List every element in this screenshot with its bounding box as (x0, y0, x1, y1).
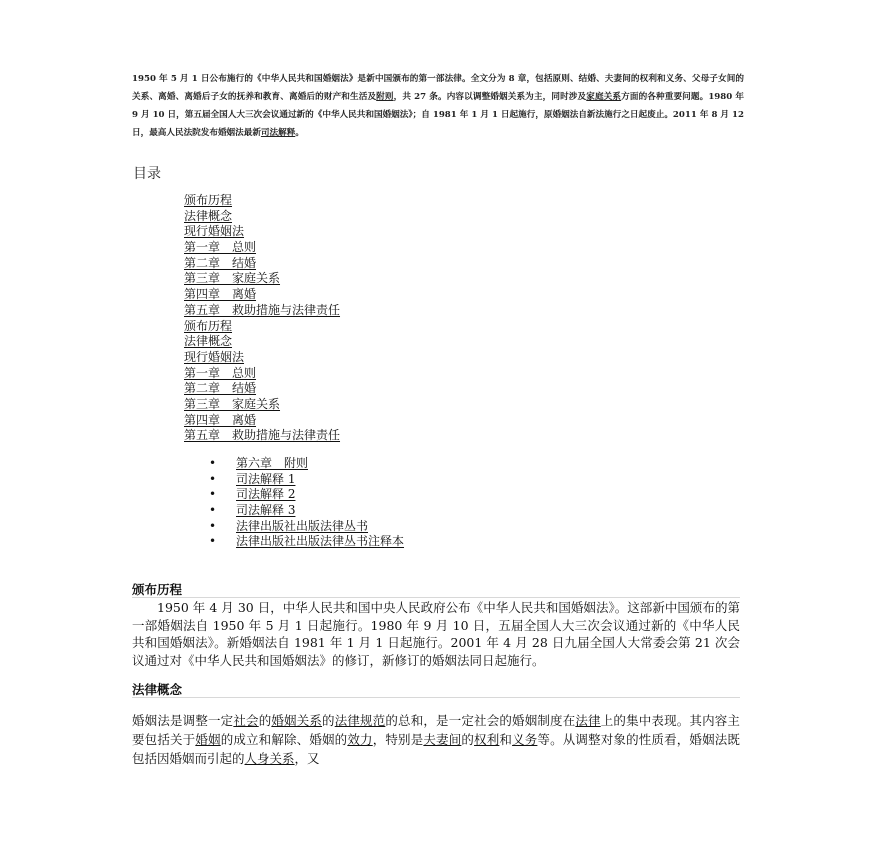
section-heading-history: 颁布历程 (132, 582, 183, 597)
toc-item[interactable]: 颁布历程 (184, 193, 233, 207)
link-validity[interactable]: 效力 (347, 732, 373, 747)
link-judicial-interpretation[interactable]: 司法解释 (260, 128, 296, 138)
toc-bullet-item[interactable]: • 法律出版社出版法律丛书 (236, 519, 404, 535)
concept-paragraph: 婚姻法是调整一定社会的婚姻关系的法律规范的总和，是一定社会的婚姻制度在法律上的集中表现。其内容主要包括关于婚姻的成立和解除、婚姻的效力，特别是夫妻间的权利和义务等。从调整对象的性质看，婚姻法既包括因婚姻而引起的人身关系，又 (132, 713, 740, 766)
toc-item[interactable]: 法律概念 (184, 334, 233, 349)
toc-bullet-item[interactable]: • 司法解释 1 (236, 472, 404, 488)
toc-bullet-item[interactable]: • 司法解释 2 (236, 487, 404, 503)
link-spouses[interactable]: 夫妻间 (423, 732, 462, 747)
intro-text: 方面的各种重要问题。1980 年 9 月 10 日，第五届全国人大三次会议通过新的《中华人民共和国婚姻法》；自 1981 年 1 月 1 日起施行，原婚姻法自新法施行之日起废止。2011 年 8 月 12 日，最高人民法院发布婚姻法最新 (132, 92, 744, 138)
toc-bullet-item[interactable]: • 法律出版社出版法律丛书注释本 (236, 534, 404, 550)
toc-item[interactable]: 颁布历程 (184, 318, 233, 333)
history-paragraph: 1950 年 4 月 30 日，中华人民共和国中央人民政府公布《中华人民共和国婚姻法》。这部新中国颁布的第一部婚姻法自 1950 年 5 月 1 日起施行。1980 年 9 月 10 日，五届全国人大三次会议通过新的《中华人民共和国婚姻法》。新婚姻法自 1981 年 1 月 1 日起施行。2001 年 4 月 28 日九届全国人大常委会第 21 次会议通过对《中华人民共和国婚姻法》的修订，新修订的婚姻法同日起施行。 (132, 600, 740, 668)
section-divider (132, 597, 740, 598)
link-marriage[interactable]: 婚姻 (195, 732, 221, 747)
link-personal-relations[interactable]: 人身关系 (244, 751, 295, 766)
intro-text: 。 (295, 128, 304, 138)
toc-item[interactable]: 第一章 总则 (184, 240, 257, 255)
toc-bullet-item[interactable]: • 第六章 附则 (236, 456, 404, 472)
intro-text: 1950 年 5 月 1 日公布施行的《中华人民共和国婚姻法》是新中国颁布的第一部法律。全文分为 8 章，包括原则、结婚、夫妻间的权利和义务、父母子女间的关系、离婚、离婚后子女的抚养和教育、离婚后的财产和生活及 (132, 74, 744, 102)
toc-item[interactable]: 第二章 结婚 (184, 255, 257, 270)
link-legal-norms[interactable]: 法律规范 (334, 713, 386, 728)
link-marriage-relations[interactable]: 婚姻关系 (271, 713, 323, 728)
toc-item[interactable]: 现行婚姻法 (184, 224, 245, 239)
toc-item[interactable]: 第三章 家庭关系 (184, 396, 281, 411)
section-divider (132, 697, 740, 698)
link-obligations[interactable]: 义务 (512, 732, 538, 747)
toc-bullet-item[interactable]: • 司法解释 3 (236, 503, 404, 519)
toc-bullet-list (236, 456, 404, 550)
link-family-relations[interactable]: 家庭关系 (586, 92, 622, 102)
section-heading-concept: 法律概念 (132, 682, 183, 697)
link-law[interactable]: 法律 (575, 713, 601, 728)
link-appendix[interactable]: 附则 (376, 92, 394, 102)
toc-title: 目录 (133, 166, 161, 182)
toc-item[interactable]: 第三章 家庭关系 (184, 271, 281, 286)
link-society[interactable]: 社会 (233, 713, 259, 728)
toc-item[interactable]: 第五章 救助措施与法律责任 (184, 428, 341, 443)
intro-text: ，共 27 条。内容以调整婚姻关系为主，同时涉及 (393, 92, 587, 102)
toc-item[interactable]: 第四章 离婚 (184, 412, 257, 427)
toc-item[interactable]: 第四章 离婚 (184, 287, 257, 302)
toc-item[interactable]: 第二章 结婚 (184, 381, 257, 396)
intro-paragraph (132, 70, 744, 142)
toc-list (184, 193, 340, 444)
toc-item[interactable]: 法律概念 (184, 208, 233, 223)
toc-item[interactable]: 现行婚姻法 (184, 349, 245, 364)
toc-item[interactable]: 第一章 总则 (184, 365, 257, 380)
toc-item[interactable]: 第五章 救助措施与法律责任 (184, 302, 341, 317)
link-rights[interactable]: 权利 (474, 732, 500, 747)
